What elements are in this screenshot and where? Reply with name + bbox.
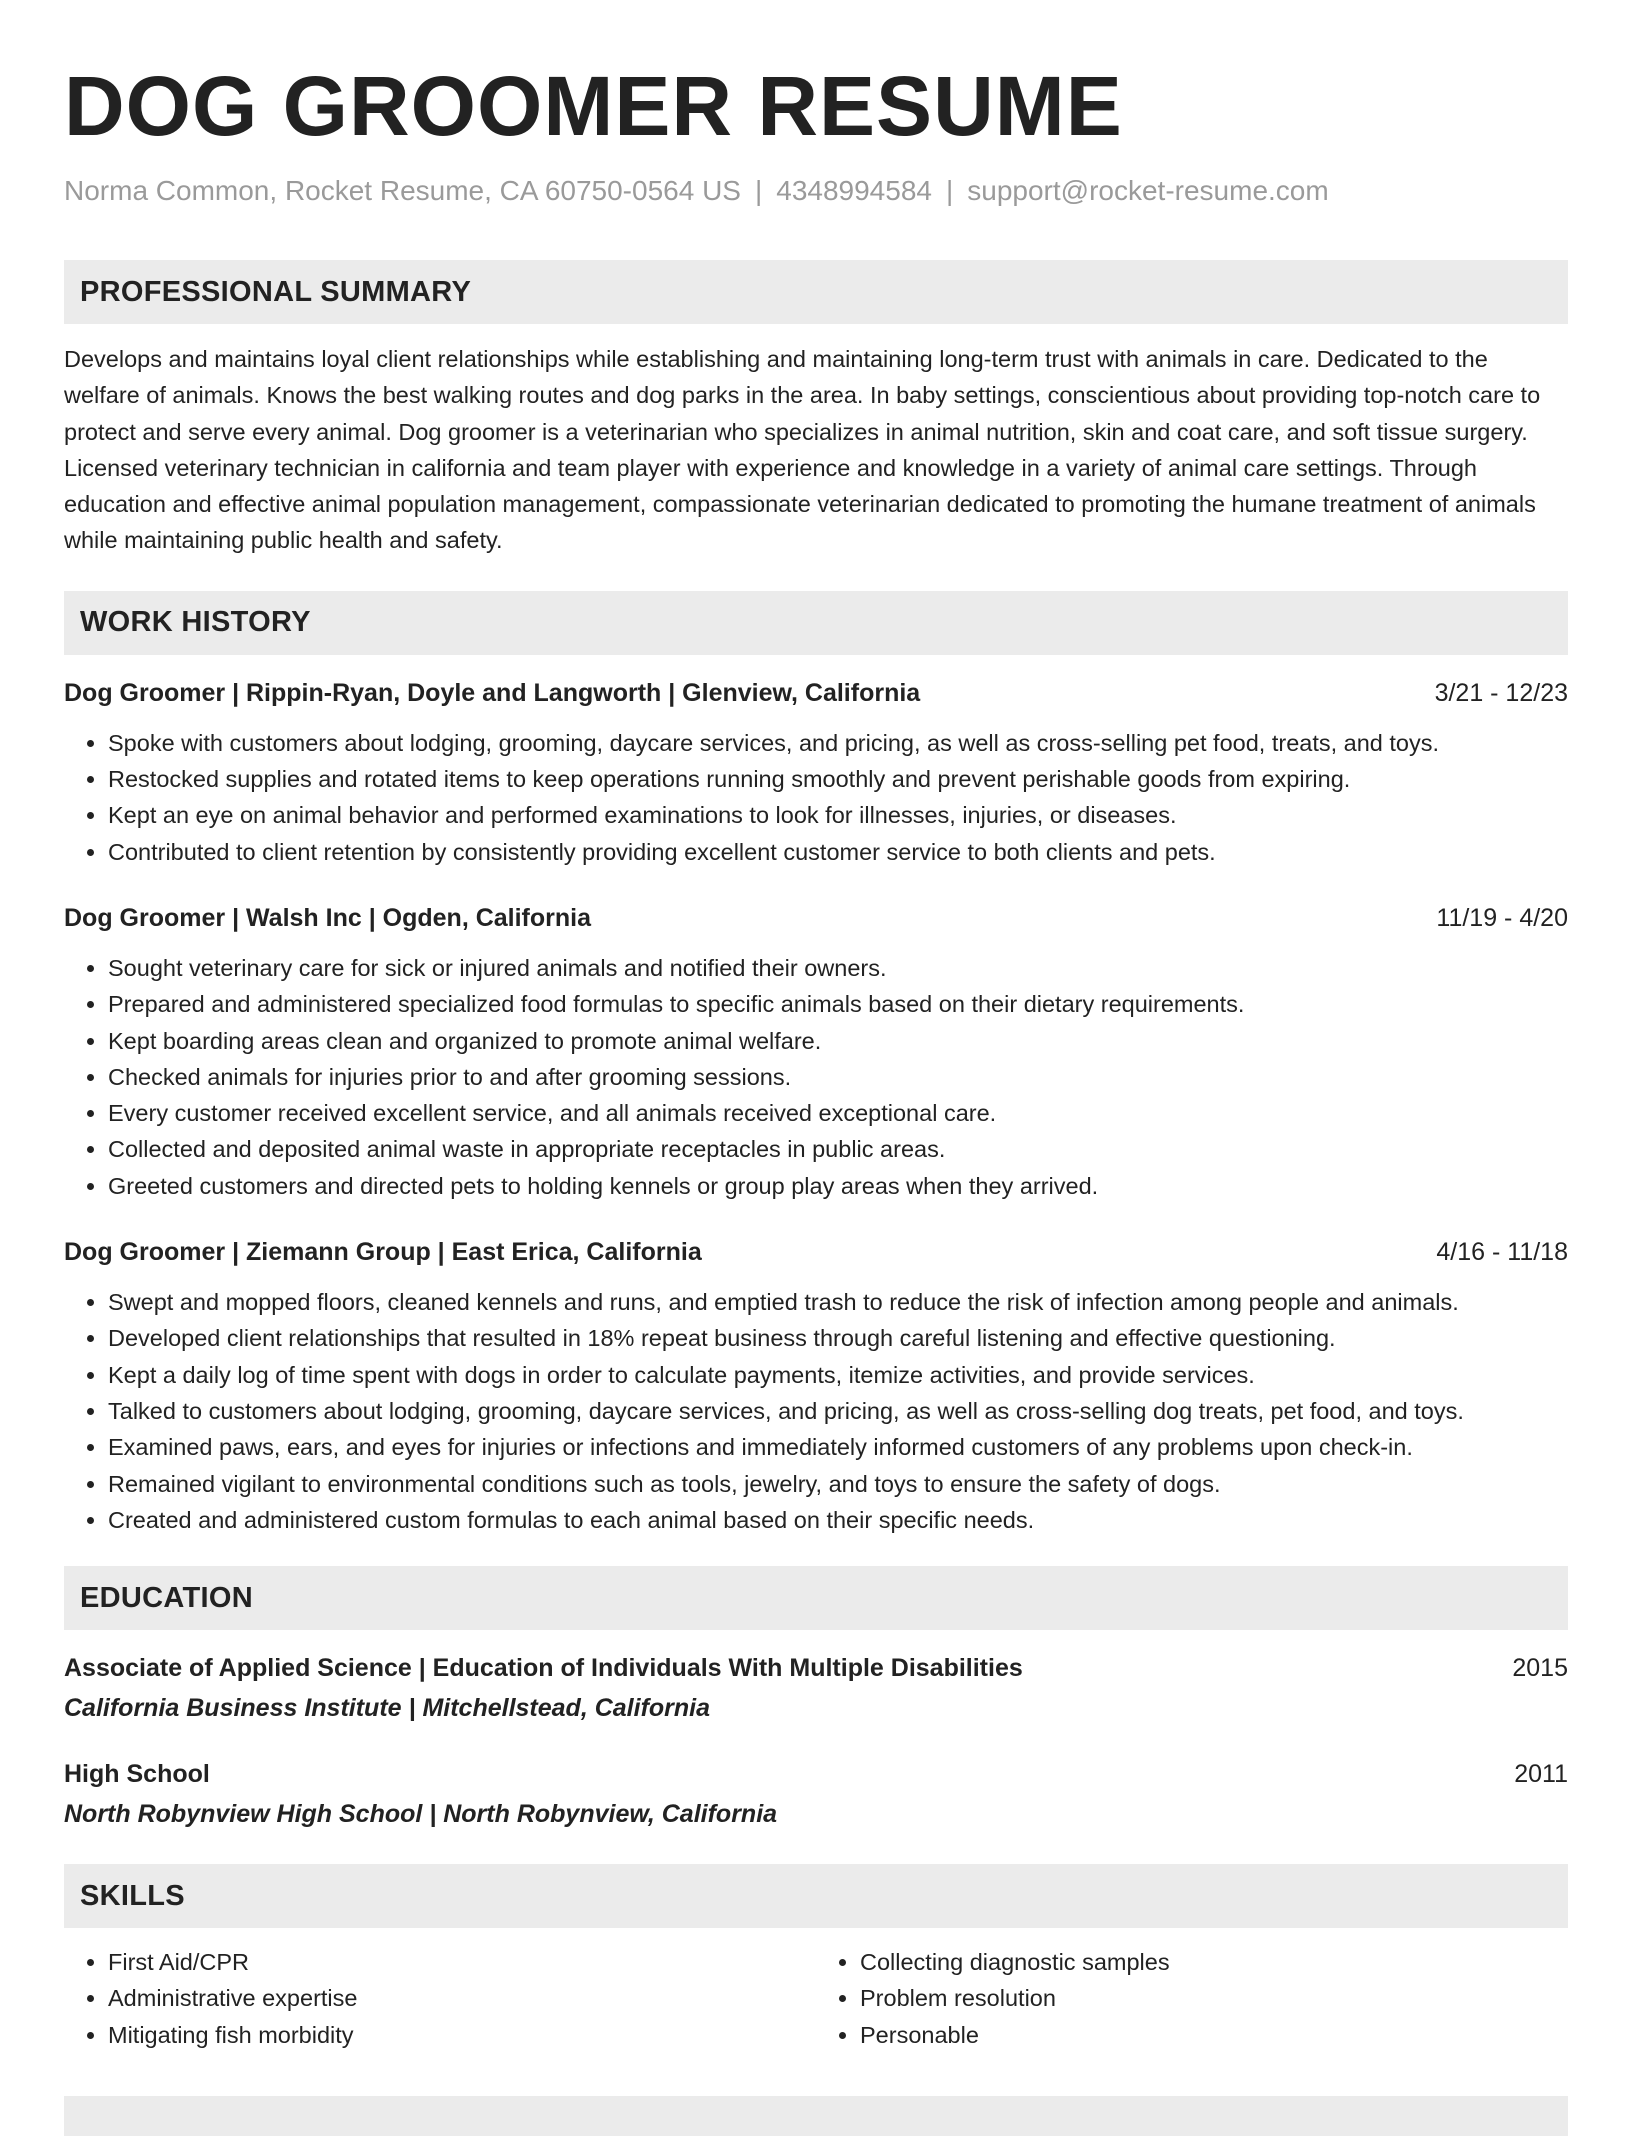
job-entry bbox=[64, 675, 1568, 870]
job-dates: 11/19 - 4/20 bbox=[1436, 903, 1568, 932]
next-section-header-partial bbox=[64, 2096, 1568, 2136]
job-header bbox=[64, 1234, 1568, 1270]
skill-item: • Mitigating fish morbidity bbox=[108, 2017, 816, 2053]
job-bullet: • Spoke with customers about lodging, grooming, daycare services, and pricing, as well as cross-selling pet food, treats, and toys. bbox=[108, 725, 1568, 761]
section-header-education bbox=[64, 1566, 1568, 1630]
education-year: 2011 bbox=[1514, 1760, 1568, 1789]
summary-text: Develops and maintains loyal client relationships while establishing and maintaining long-term trust with animals in care. Dedicated to the welfare of animals. Knows the best walking routes and dog parks in the area. In baby settings, conscientious about providing top-notch care to protect and serve every animal. Dog groomer is a veterinarian who specializes in animal nutrition, skin and coat care, and soft tissue surgery. Licensed veterinary technician in california and team player with experience and knowledge in a variety of animal care settings. Through education and effective animal population management, compassionate veterinarian dedicated to promoting the humane treatment of animals while maintaining public health and safety. bbox=[64, 346, 1541, 554]
contact-phone: 4348994584 bbox=[776, 175, 932, 206]
skills-list bbox=[64, 1944, 1568, 2053]
job-header bbox=[64, 675, 1568, 711]
job-entry bbox=[64, 1234, 1568, 1538]
education-degree: High School bbox=[64, 1760, 210, 1789]
education-header bbox=[64, 1650, 1568, 1686]
job-bullet: • Checked animals for injuries prior to and after grooming sessions. bbox=[108, 1059, 1568, 1095]
education-header bbox=[64, 1756, 1568, 1792]
job-bullet: • Kept boarding areas clean and organized to promote animal welfare. bbox=[108, 1023, 1568, 1059]
skill-item: • First Aid/CPR bbox=[108, 1944, 816, 1980]
job-bullets bbox=[64, 725, 1568, 870]
job-dates: 4/16 - 11/18 bbox=[1436, 1238, 1568, 1267]
job-bullet: • Developed client relationships that resulted in 18% repeat business through careful listening and effective questioning. bbox=[108, 1320, 1568, 1356]
job-bullet: • Every customer received excellent service, and all animals received exceptional care. bbox=[108, 1095, 1568, 1131]
job-header bbox=[64, 900, 1568, 936]
section-heading: EDUCATION bbox=[80, 1581, 253, 1614]
section-heading: SKILLS bbox=[80, 1879, 185, 1912]
contact-separator: | bbox=[754, 175, 763, 206]
job-bullet: • Contributed to client retention by consistently providing excellent customer service to both clients and pets. bbox=[108, 834, 1568, 870]
resume-title: DOG GROOMER RESUME bbox=[64, 59, 1123, 153]
job-bullets bbox=[64, 950, 1568, 1204]
education-year: 2015 bbox=[1512, 1654, 1568, 1683]
job-bullet: • Kept a daily log of time spent with dogs in order to calculate payments, itemize activities, and provide services. bbox=[108, 1357, 1568, 1393]
job-entry bbox=[64, 900, 1568, 1204]
education-entry bbox=[64, 1650, 1568, 1726]
job-title: Dog Groomer | Walsh Inc | Ogden, California bbox=[64, 903, 592, 932]
section-header-summary bbox=[64, 260, 1568, 324]
job-bullet: • Remained vigilant to environmental conditions such as tools, jewelry, and toys to ensure the safety of dogs. bbox=[108, 1466, 1568, 1502]
section-header-skills bbox=[64, 1864, 1568, 1928]
contact-address: Norma Common, Rocket Resume, CA 60750-0564 US bbox=[64, 175, 741, 206]
skills-column-right bbox=[816, 1944, 1568, 2053]
job-bullet: • Talked to customers about lodging, grooming, daycare services, and pricing, as well as cross-selling dog treats, pet food, and toys. bbox=[108, 1393, 1568, 1429]
section-header-work-history bbox=[64, 591, 1568, 655]
education-degree: Associate of Applied Science | Education of Individuals With Multiple Disabilities bbox=[64, 1654, 1023, 1683]
contact-line bbox=[64, 174, 1568, 208]
job-bullet: • Collected and deposited animal waste in appropriate receptacles in public areas. bbox=[108, 1131, 1568, 1167]
education-school: California Business Institute | Mitchellstead, California bbox=[64, 1694, 711, 1723]
job-bullet: • Created and administered custom formulas to each animal based on their specific needs. bbox=[108, 1502, 1568, 1538]
contact-email: support@rocket-resume.com bbox=[967, 175, 1329, 206]
job-bullet: • Kept an eye on animal behavior and performed examinations to look for illnesses, injuries, or diseases. bbox=[108, 797, 1568, 833]
job-bullet: • Swept and mopped floors, cleaned kennels and runs, and emptied trash to reduce the risk of infection among people and animals. bbox=[108, 1284, 1568, 1320]
skill-item: • Collecting diagnostic samples bbox=[860, 1944, 1568, 1980]
skill-item: • Problem resolution bbox=[860, 1980, 1568, 2016]
section-heading: WORK HISTORY bbox=[80, 606, 311, 639]
resume-page bbox=[64, 0, 1568, 2053]
job-bullet: • Restocked supplies and rotated items to keep operations running smoothly and prevent perishable goods from expiring. bbox=[108, 761, 1568, 797]
skill-item: • Personable bbox=[860, 2017, 1568, 2053]
job-bullet: • Sought veterinary care for sick or injured animals and notified their owners. bbox=[108, 950, 1568, 986]
education-entry bbox=[64, 1756, 1568, 1832]
job-title: Dog Groomer | Rippin-Ryan, Doyle and Langworth | Glenview, California bbox=[64, 678, 921, 707]
job-bullet: • Greeted customers and directed pets to holding kennels or group play areas when they arrived. bbox=[108, 1168, 1568, 1204]
job-dates: 3/21 - 12/23 bbox=[1434, 678, 1568, 707]
skill-item: • Administrative expertise bbox=[108, 1980, 816, 2016]
job-bullet: • Prepared and administered specialized food formulas to specific animals based on their dietary requirements. bbox=[108, 986, 1568, 1022]
job-bullet: • Examined paws, ears, and eyes for injuries or infections and immediately informed customers of any problems upon check-in. bbox=[108, 1429, 1568, 1465]
education-school: North Robynview High School | North Robynview, California bbox=[64, 1800, 778, 1829]
contact-separator: | bbox=[945, 175, 954, 206]
job-bullets bbox=[64, 1284, 1568, 1538]
skills-column-left bbox=[64, 1944, 816, 2053]
job-title: Dog Groomer | Ziemann Group | East Erica, California bbox=[64, 1238, 702, 1267]
section-heading: PROFESSIONAL SUMMARY bbox=[80, 275, 472, 308]
